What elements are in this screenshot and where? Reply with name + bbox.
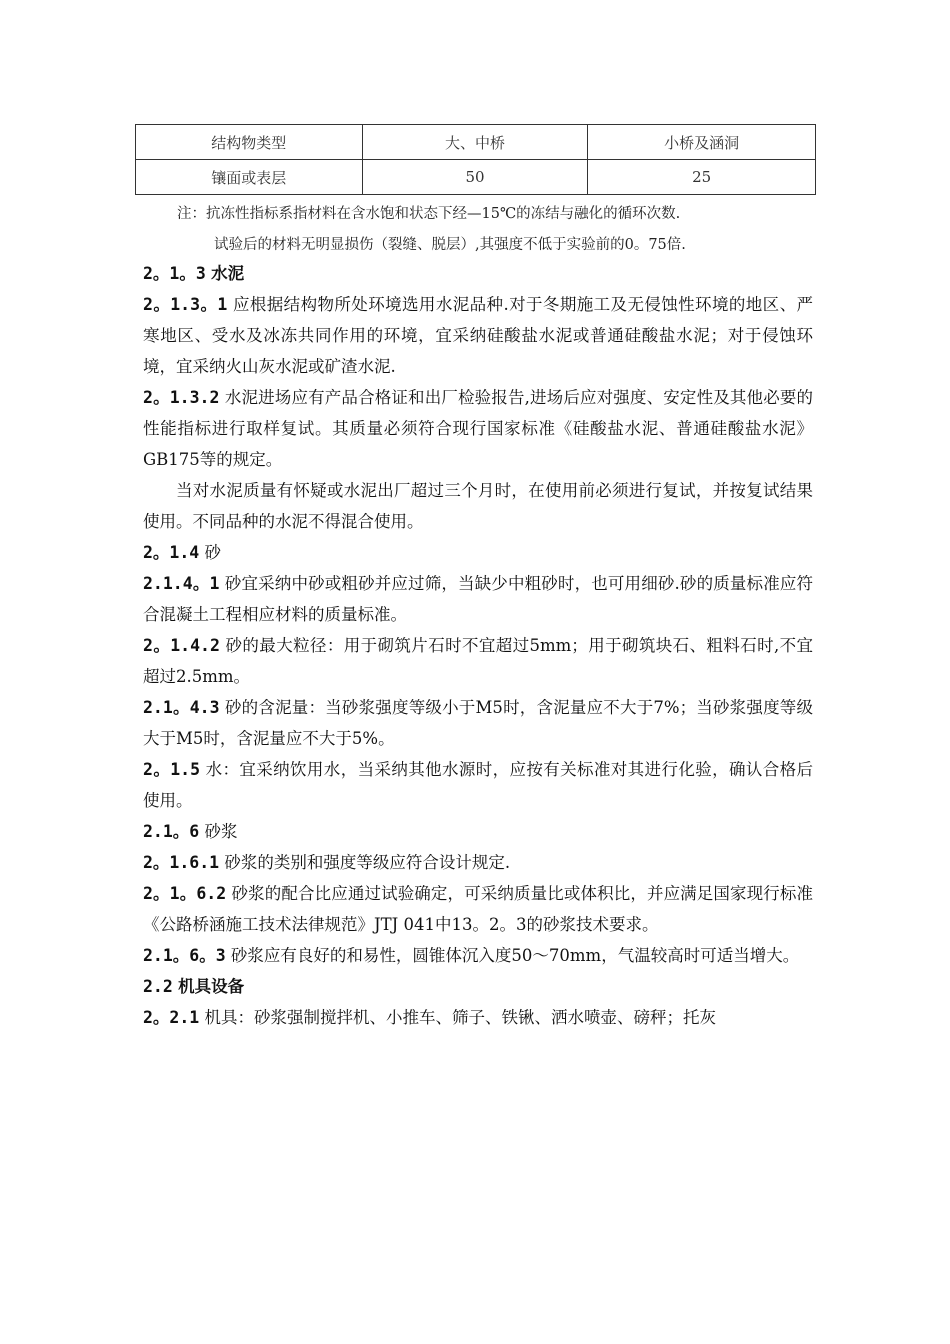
section-number: 2.2	[143, 977, 173, 996]
section-number: 2。1.5	[143, 760, 200, 779]
section-number: 2。1.6.1	[143, 853, 220, 872]
table-header-cell: 大、中桥	[362, 125, 588, 160]
paragraph-2-1-6-3	[143, 940, 813, 971]
section-number: 2.1。6	[143, 822, 200, 841]
paragraph-text: 砂的最大粒径：用于砌筑片石时不宜超过5mm；用于砌筑块石、粗料石时,不宜超过2.5mm。	[143, 636, 813, 686]
section-number: 2。2.1	[143, 1008, 200, 1027]
paragraph-text: 应根据结构物所处环境选用水泥品种.对于冬期施工及无侵蚀性环境的地区、严寒地区、受水及冰冻共同作用的环境，宜采纳硅酸盐水泥或普通硅酸盐水泥；对于侵蚀环境，宜采纳火山灰水泥或矿渣水泥.	[143, 295, 813, 376]
table-header-row	[136, 125, 816, 160]
section-title: 砂浆	[204, 822, 238, 841]
table-note-line-1: 注：抗冻性指标系指材料在含水饱和状态下经—15℃的冻结与融化的循环次数.	[177, 206, 681, 222]
paragraph-2-1-3-2	[143, 382, 813, 475]
section-number: 2.1.4。1	[143, 574, 220, 593]
paragraph-2-1-6-2	[143, 878, 813, 940]
section-title: 砂	[204, 543, 221, 562]
table-header-cell: 结构物类型	[136, 125, 363, 160]
section-number: 2。1。3	[143, 264, 206, 283]
paragraph-text: 砂浆应有良好的和易性，圆锥体沉入度50～70mm，气温较高时可适当增大。	[230, 946, 800, 965]
paragraph-text: 砂的含泥量：当砂浆强度等级小于M5时，含泥量应不大于7%；当砂浆强度等级大于M5时，含泥量应不大于5%。	[143, 698, 813, 748]
section-number: 2。1。6.2	[143, 884, 227, 903]
section-number: 2.1。6。3	[143, 946, 226, 965]
paragraph-text: 机具：砂浆强制搅拌机、小推车、筛子、铁锹、洒水喷壶、磅秤；托灰	[204, 1008, 716, 1027]
section-number: 2。1.3。1	[143, 295, 228, 314]
paragraph-2-1-4-1	[143, 568, 813, 630]
paragraph-2-1-4-2	[143, 630, 813, 692]
section-heading-2-1-6	[143, 816, 813, 847]
section-number: 2.1。4.3	[143, 698, 220, 717]
frost-resistance-table	[135, 124, 816, 195]
paragraph-2-1-3-2-continued: 当对水泥质量有怀疑或水泥出厂超过三个月时，在使用前必须进行复试，并按复试结果使用。不同品种的水泥不得混合使用。	[143, 481, 813, 531]
section-number: 2。1.4.2	[143, 636, 220, 655]
section-title: 水泥	[211, 264, 245, 283]
paragraph-2-1-6-1	[143, 847, 813, 878]
paragraph-text: 砂浆的类别和强度等级应符合设计规定.	[224, 853, 511, 872]
table-header-cell: 小桥及涵洞	[588, 125, 816, 160]
section-heading-2-1-4	[143, 537, 813, 568]
section-number: 2。1.3.2	[143, 388, 220, 407]
document-body	[143, 258, 813, 1033]
table-note-line-2: 试验后的材料无明显损伤（裂缝、脱层）,其强度不低于实验前的0。75倍.	[214, 237, 686, 253]
paragraph-2-1-3-1	[143, 289, 813, 382]
paragraph-text: 砂浆的配合比应通过试验确定，可采纳质量比或体积比，并应满足国家现行标准《公路桥涵施工技术法律规范》JTJ 041中13。2。3的砂浆技术要求。	[143, 884, 814, 934]
section-heading-2-2	[143, 971, 813, 1002]
table-cell: 25	[588, 160, 816, 195]
paragraph-text: 水泥进场应有产品合格证和出厂检验报告,进场后应对强度、安定性及其他必要的性能指标进行取样复试。其质量必须符合现行国家标准《硅酸盐水泥、普通硅酸盐水泥》GB175等的规定。	[143, 388, 813, 469]
paragraph-text: 水：宜采纳饮用水，当采纳其他水源时，应按有关标准对其进行化验，确认合格后使用。	[143, 760, 813, 810]
section-number: 2。1.4	[143, 543, 200, 562]
paragraph-2-1-5	[143, 754, 813, 816]
paragraph-2-2-1	[143, 1002, 813, 1033]
paragraph-2-1-4-3	[143, 692, 813, 754]
section-title: 机具设备	[178, 977, 245, 996]
table-row	[136, 160, 816, 195]
table-cell: 镶面或表层	[136, 160, 363, 195]
paragraph-text: 砂宜采纳中砂或粗砂并应过筛，当缺少中粗砂时，也可用细砂.砂的质量标准应符合混凝土工程相应材料的质量标准。	[143, 574, 813, 624]
table-cell: 50	[362, 160, 588, 195]
section-heading-2-1-3	[143, 258, 813, 289]
